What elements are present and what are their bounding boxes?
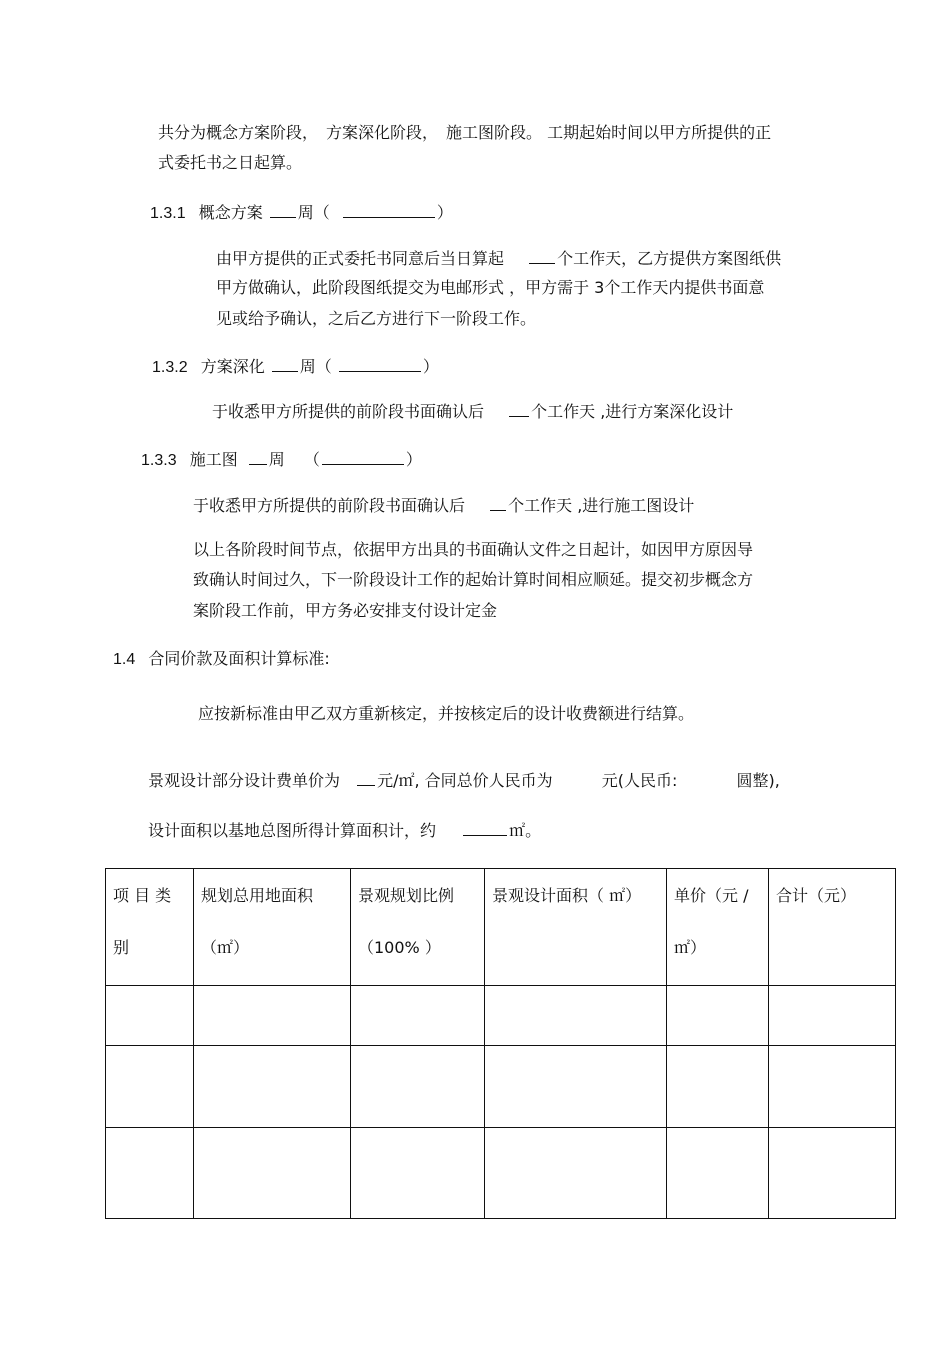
table-row bbox=[106, 1046, 896, 1128]
section-1-4-para-3 bbox=[148, 818, 541, 842]
header-cell-design-area bbox=[485, 869, 667, 986]
table-cell[interactable] bbox=[485, 986, 667, 1046]
intro-line-2: 式委托书之日起算。 bbox=[158, 153, 303, 172]
section-number: 1.3.1 bbox=[150, 205, 186, 222]
header-line: 景观规划比例 bbox=[358, 886, 455, 905]
weeks-blank bbox=[249, 447, 267, 465]
section-1-3-1-heading bbox=[150, 200, 453, 225]
header-line: 景观设计面积（ ㎡） bbox=[492, 886, 642, 905]
days-blank bbox=[509, 399, 529, 417]
header-line: ㎡） bbox=[674, 938, 707, 957]
header-line: 规划总用地面积 bbox=[201, 886, 314, 905]
para-text: 元/㎡, 合同总价人民币为 bbox=[377, 771, 553, 790]
section-title: 方案深化 bbox=[200, 357, 265, 376]
para-text: 于收悉甲方所提供的前阶段书面确认后 bbox=[212, 402, 485, 421]
area-blank bbox=[463, 818, 507, 836]
table-cell[interactable] bbox=[769, 1046, 896, 1128]
weeks-blank bbox=[272, 354, 298, 372]
section-1-4-para-2 bbox=[148, 768, 780, 792]
table-cell[interactable] bbox=[667, 1046, 769, 1128]
date-blank bbox=[339, 354, 421, 372]
section-1-3-3-para-line-3: 致确认时间过久，下一阶段设计工作的起始计算时间相应顺延。提交初步概念方 bbox=[193, 570, 754, 589]
section-number: 1.3.3 bbox=[141, 452, 177, 469]
header-cell-total bbox=[769, 869, 896, 986]
para-text: 圆整), bbox=[736, 771, 780, 790]
para-text: 景观设计部分设计费单价为 bbox=[148, 771, 341, 790]
section-1-3-1-para-line-2: 甲方做确认，此阶段图纸提交为电邮形式 ，甲方需于 3个工作天内提供书面意 bbox=[216, 278, 765, 297]
section-1-3-3-para-line-4: 案阶段工作前，甲方务必安排支付设计定金 bbox=[193, 601, 498, 620]
section-1-3-3-para-line-2: 以上各阶段时间节点，依据甲方出具的书面确认文件之日起计，如因甲方原因导 bbox=[193, 540, 754, 559]
para-text: 个工作天 ,进行施工图设计 bbox=[508, 496, 695, 515]
section-number: 1.3.2 bbox=[152, 359, 188, 376]
header-cell-total-land-area bbox=[194, 869, 351, 986]
table-cell[interactable] bbox=[485, 1046, 667, 1128]
table-cell[interactable] bbox=[351, 986, 485, 1046]
table-row bbox=[106, 986, 896, 1046]
header-line: 单价（元 / bbox=[674, 886, 749, 905]
close-paren: ） bbox=[405, 450, 422, 469]
table-cell[interactable] bbox=[667, 986, 769, 1046]
table-cell[interactable] bbox=[194, 1128, 351, 1219]
para-text: 个工作天，乙方提供方案图纸供 bbox=[557, 249, 782, 268]
header-cell-landscape-ratio bbox=[351, 869, 485, 986]
table-cell[interactable] bbox=[106, 1046, 194, 1128]
section-1-4-heading bbox=[113, 648, 330, 671]
section-number: 1.4 bbox=[113, 651, 136, 668]
table-cell[interactable] bbox=[194, 1046, 351, 1128]
date-blank bbox=[343, 200, 435, 218]
header-line: 别 bbox=[113, 938, 130, 957]
para-text: 个工作天 ,进行方案深化设计 bbox=[531, 402, 734, 421]
table-cell[interactable] bbox=[106, 1128, 194, 1219]
table-cell[interactable] bbox=[769, 986, 896, 1046]
table-cell[interactable] bbox=[485, 1128, 667, 1219]
header-line: 合计（元） bbox=[776, 886, 857, 905]
header-line: （㎡） bbox=[201, 938, 250, 957]
para-text: ㎡。 bbox=[509, 821, 542, 840]
table-cell[interactable] bbox=[351, 1128, 485, 1219]
open-paren: （ bbox=[303, 450, 320, 469]
fee-table bbox=[105, 868, 896, 1219]
header-cell-category bbox=[106, 869, 194, 986]
para-text: 设计面积以基地总图所得计算面积计，约 bbox=[148, 821, 437, 840]
header-line: （100% ） bbox=[358, 938, 441, 957]
section-1-4-para-1: 应按新标准由甲乙双方重新核定，并按核定后的设计收费额进行结算。 bbox=[198, 704, 695, 723]
weeks-blank bbox=[270, 200, 296, 218]
week-label: 周 bbox=[268, 450, 285, 469]
date-blank bbox=[322, 447, 404, 465]
table-cell[interactable] bbox=[106, 986, 194, 1046]
section-title: 概念方案 bbox=[198, 203, 263, 222]
header-line: 项 目 类 bbox=[113, 886, 172, 905]
unit-price-blank bbox=[357, 768, 375, 786]
section-1-3-1-para-line-3: 见或给予确认，之后乙方进行下一阶段工作。 bbox=[216, 309, 537, 328]
intro-line-1: 共分为概念方案阶段， 方案深化阶段， 施工图阶段。 工期起始时间以甲方所提供的正 bbox=[158, 123, 772, 142]
table-cell[interactable] bbox=[769, 1128, 896, 1219]
table-cell[interactable] bbox=[667, 1128, 769, 1219]
section-1-3-3-para-line-1 bbox=[193, 493, 694, 517]
table-cell[interactable] bbox=[351, 1046, 485, 1128]
week-label: 周（ bbox=[297, 203, 330, 222]
days-blank bbox=[490, 493, 506, 511]
section-1-3-2-heading bbox=[152, 354, 439, 379]
days-blank bbox=[529, 246, 555, 264]
table-header-row bbox=[106, 869, 896, 986]
close-paren: ） bbox=[436, 203, 453, 222]
table-row bbox=[106, 1128, 896, 1219]
para-text: 由甲方提供的正式委托书同意后当日算起 bbox=[216, 249, 505, 268]
para-text: 于收悉甲方所提供的前阶段书面确认后 bbox=[193, 496, 466, 515]
header-cell-unit-price bbox=[667, 869, 769, 986]
section-title: 施工图 bbox=[189, 450, 238, 469]
para-text: 元(人民币: bbox=[601, 771, 678, 790]
week-label: 周（ bbox=[299, 357, 332, 376]
section-1-3-1-para-line-1 bbox=[216, 246, 781, 270]
table-cell[interactable] bbox=[194, 986, 351, 1046]
section-1-3-3-heading bbox=[141, 447, 422, 472]
section-title: 合同价款及面积计算标准: bbox=[148, 649, 330, 668]
section-1-3-2-para-line-1 bbox=[212, 399, 733, 423]
close-paren: ） bbox=[422, 357, 439, 376]
